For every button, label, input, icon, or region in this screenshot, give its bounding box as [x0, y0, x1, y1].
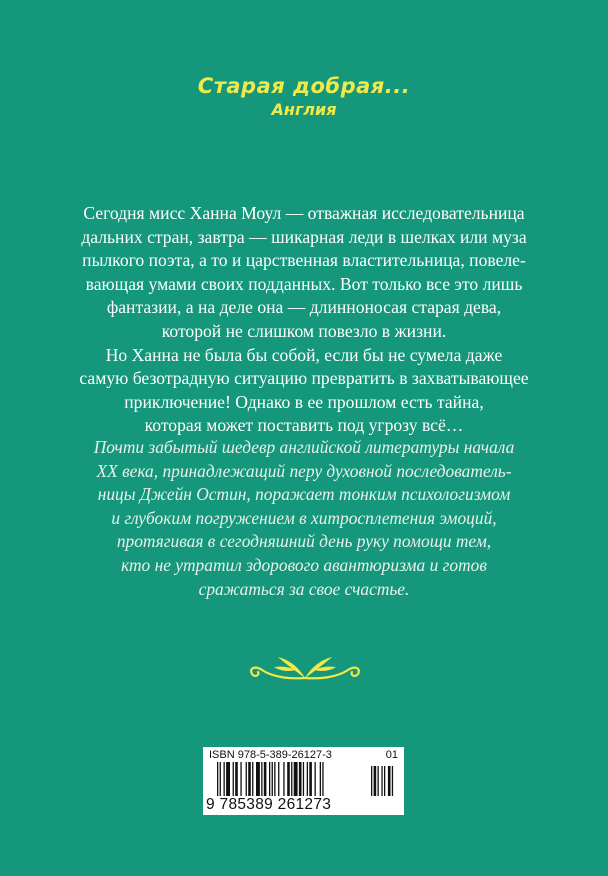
review-line: протягивая в сегодняшний день руку помощи тем,: [116, 531, 492, 552]
series-title: Старая добрая...: [197, 74, 411, 98]
barcode-label: [203, 747, 404, 815]
review-line: ницы Джейн Остин, поражает тонким психологизмом: [97, 484, 511, 505]
blurb-line: Сегодня мисс Ханна Моул — отважная исследовательница: [83, 203, 525, 223]
blurb-line: самую безотрадную ситуацию превратить в захватывающее: [79, 368, 529, 389]
blurb-line: дальних стран, завтра — шикарная леди в шелках или муза: [81, 226, 527, 247]
isbn-number: ISBN 978-5-389-26127-3: [209, 749, 332, 761]
series-header: [0, 74, 608, 119]
review-text: [40, 436, 568, 601]
blurb-text: [40, 202, 568, 438]
leaf-ornament-icon: [244, 648, 366, 684]
review-line: Почти забытый шедевр английской литературы начала: [93, 437, 515, 457]
blurb-line: пылкого поэта, а то и царственная властительница, повеле-: [82, 250, 526, 271]
review-line: сражаться за свое счастье.: [198, 578, 410, 599]
blurb-line: которая может поставить под угрозу всё…: [144, 415, 464, 436]
blurb-line: которой не слишком повезло в жизни.: [161, 320, 447, 341]
blurb-line: вающая умами своих подданных. Вот только все это лишь: [85, 273, 523, 294]
isbn-supplement: 01: [385, 749, 398, 761]
barcode-icon: [215, 762, 397, 798]
review-line: кто не утратил здорового авантюризма и готов: [121, 554, 487, 575]
barcode-digits: 9 785389 261273: [206, 796, 332, 813]
blurb-line: Но Ханна не была бы собой, если бы не сумела даже: [105, 344, 503, 365]
blurb-line: приключение! Однако в ее прошлом есть тайна,: [124, 391, 484, 412]
review-line: XX века, принадлежащий перу духовной последователь-: [96, 460, 512, 481]
series-subtitle: Англия: [271, 100, 337, 119]
review-line: и глубоким погружением в хитросплетения эмоций,: [111, 507, 497, 528]
blurb-line: фантазии, а на деле она — длинноносая старая дева,: [106, 297, 502, 318]
